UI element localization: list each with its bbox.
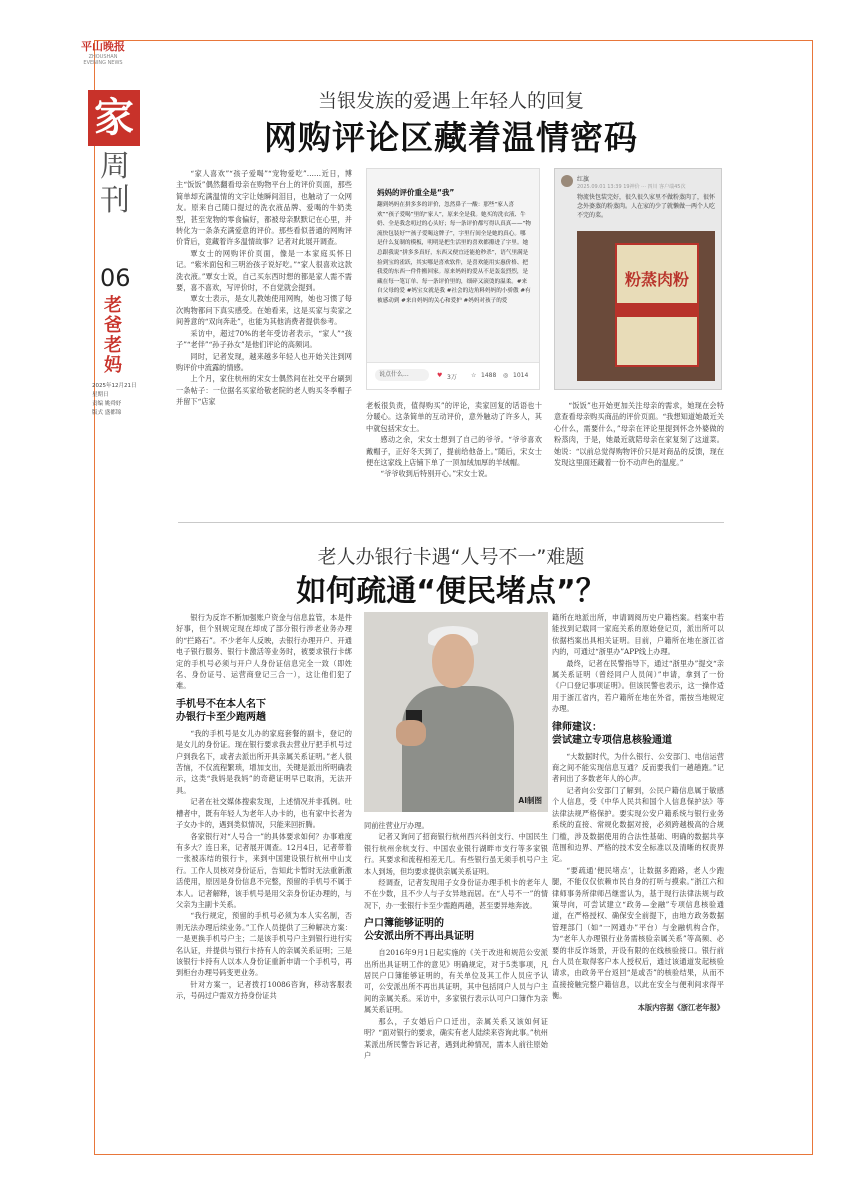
paragraph: “家人喜欢”“孩子爱喝”“宠物爱吃”……近日，博主“饭饭”偶然翻看母亲在购物平台上的评价页面，那些简单却充满温情的文字让她瞬间泪目，也触动了一众网友。原来自己随口提过的洗衣液品牌、爱喝的牛奶类型，甚至宠物的零食偏好，都被母亲默默记在心里，并转化为一条条充满爱意的评价。那些看似普通的网购评价背后，竟藏着许多温情故事？记者对此展开调查。 [176, 169, 352, 247]
issue-meta: 2025年12月21日 星期日 责编 姚舜妤 版式 盛都锦 [92, 383, 137, 416]
article1-column-1 [176, 168, 352, 514]
product-review-screenshot [554, 168, 722, 390]
section-mark-jia: 家 [88, 90, 140, 146]
subheading: 律师建议： 尝试建立专项信息核验通道 [552, 721, 672, 746]
subheading: 户口簿能够证明的 公安派出所不再出具证明 [364, 918, 474, 943]
paragraph: “我的手机号是女儿办的家庭套餐的副卡，登记的是女儿的身份证。现在银行要求我去营业厅把手机号过户到我名下，或者去派出所开具亲属关系证明。”老人很苦恼，不仅流程繁琐，增加支出，关键是派出所明确表示，这类“我妈是我妈”的奇葩证明早已取消，无法开具。 [176, 728, 352, 795]
avatar [561, 175, 573, 187]
paragraph: 记者又询问了招商银行杭州西兴科创支行、中国民生银行杭州余杭支行、中国农业银行湖畔市支行等多家银行。其要求和流程相差无几。有些银行虽无须手机号户主本人到场，但均要求提供亲属关系证明。 [364, 832, 548, 876]
paragraph: “大数据时代，为什么银行、公安部门、电信运营商之间不能实现信息互通？反而要我们一趟趟跑。”记者问出了多数老年人的心声。 [552, 751, 724, 784]
section-name: 老爸老妈 [104, 295, 122, 376]
paragraph: 老板很负责，值得购买”的评论，卖家回复的话语也十分暖心。这条简单的互动评价，意外触动了许多人，其中就包括宋女士。 [366, 401, 542, 433]
post-body: 翻到妈妈在拼多多的评价，忽然鼻子一酸：那些“家人喜欢”“孩子爱喝”里的“家人”，原来全是我。她买的洗衣液、牛奶、全是我念叨过的心头好；每一条评价都写得认真真——“物流快包装好”“孩子爱喝这牌子”，字里行间全是她的真心。哪是什么复制的模板，明明是把生活里的喜欢都攥进了字里。她总跟我说“拼多多真好，东西又便宜还能抢秒杀”，语气里满是捡到宝的雀跃，其实哪是喜欢软件，是喜欢能用实惠价格、把我爱的东西一件件搬回家。原来妈妈的爱从不是轰轰烈烈，是藏在每一笔订单、每一条评价里的，细碎又滚烫的温柔。#来自父母的爱 #妈宝女就是我 #社会的边角料妈妈的小骄傲 #有被感动到 #来自妈妈的关心和爱护 #妈妈对孩子的爱 [377, 202, 531, 304]
paragraph: 同时，记者发现，越来越多年轻人也开始关注到网购评价中流露的情感。 [176, 351, 352, 372]
section-divider [178, 522, 724, 523]
article1-subtitle: 当银发族的爱遇上年轻人的回复 [317, 90, 584, 112]
paragraph: 银行为反诈不断加强账户资金与信息监管，本是件好事，但个别规定现在却成了部分银行涉老业务办理的“拦路石”。不少老年人反映，去银行办理开户、开通电子银行服务、银行卡激活等业务时，被要求银行卡绑定的手机号必须与开户人身份证信息完全一致（即姓名、身份证号、运营商登记三合一），这让他们犯了难。 [176, 613, 352, 691]
figure-hand [396, 720, 426, 746]
paragraph: 最终，记者在民警指导下，通过“浙里办”提交“亲属关系证明（曾经同户人员间）”申请，拿到了一份《户口登记事项证明》。但该民警也表示，这一操作适用于浙江省内，若户籍所在地在外省，需按当地规定办理。 [552, 658, 724, 714]
ai-image-tag: AI制图 [518, 796, 542, 805]
paragraph: 上个月，家住杭州的宋女士偶然间在社交平台刷到一条帖子：一位据名买家给敬老院的老人购买冬季帽子并留下“店家 [176, 374, 352, 407]
newspaper-logo: 平山晚报 ZHOUSHAN EVENING NEWS [81, 40, 125, 66]
paragraph: 经调查，记者发现用子女身份证办理手机卡的老年人不在少数，且不少人与子女异地而居。在“人号不一”的情况下，办一张银行卡至少需跑两趟，甚至要异地奔波。 [364, 878, 548, 910]
paragraph: 覃女士的网购评价页面，像是一本家庭买怀日记。“紫米面包和三明治孩子说好吃。”“家人很喜欢这款洗衣液。”覃女士说，自己买东西时想的都是家人需不需要，喜不喜欢，写评价时，不自觉就会提到。 [176, 248, 352, 293]
article2-column-1 [176, 612, 352, 1137]
product-photo [577, 231, 715, 381]
social-post-screenshot [366, 168, 540, 390]
post-title: 妈妈的评价重全是“我” [377, 188, 455, 197]
package-stripe [617, 303, 697, 317]
comment-count: 1014 [513, 372, 529, 379]
comment-icon: ◎ [503, 372, 509, 379]
source-credit: 本版内容据《浙江老年报》 [637, 1002, 724, 1012]
paragraph: 记者向公安部门了解到，公民户籍信息属于敏感个人信息，受《中华人民共和国个人信息保护法》等法律法规严格保护。要实现公安户籍系统与银行业务系统的直接、常规化数据对接，必须跨越极高的合规门槛，涉及数据使用的合法性基础、明确的数据共享范围和边界、严格的技术安全标准以及清晰的权责界定。 [552, 785, 724, 864]
paragraph: 采访中，超过70%的老年受访者表示，“家人”“孩子”“老伴”“孙子孙女”是他们评论的高频词。 [176, 328, 352, 350]
like-count: 3万 [447, 374, 457, 381]
article2-column-3 [552, 612, 724, 1140]
article2-column-2 [364, 820, 548, 1138]
paragraph: 那么，子女婚后户口迁出，亲属关系又该如何证明？“面对银行的要求，确实有老人陆续来咨询此事。”杭州某派出所民警告诉记者，遇到此种情况，需本人前往原始户 [364, 1016, 548, 1060]
reviewer-name: 红旗 [577, 176, 590, 183]
elderly-man-with-phone-image [364, 612, 548, 812]
paragraph: 各家银行对“人号合一”的具体要求如何？办事难度有多大？连日来，记者展开调查。12月4日，记者带着一张被冻结的银行卡，来到中国建设银行杭州中山支行。工作人员核对身份证后，告知此卡暂时无法重新激活使用，原因是身份信息不完整，预留的手机号不属于本人。记者解释，该手机号是用父亲身份证办理的，与父亲为主副卡关系。 [176, 831, 352, 909]
figure-body [402, 686, 514, 812]
star-icon: ☆ [471, 372, 477, 379]
subheading: 手机号不在本人名下 办银行卡至少跑两趟 [176, 698, 266, 723]
star-count: 1488 [481, 372, 497, 379]
article2-title: 如何疏通“便民堵点”？ [296, 574, 606, 609]
paragraph: 记者在社交媒体搜索发现，上述情况并非孤例。吐槽者中，既有年轻人为老年人办卡的，也有家中长者为子女办卡的，遇到类似情况，只能来回折腾。 [176, 797, 352, 830]
page-number: 06 [100, 264, 131, 292]
paragraph: 籍所在地派出所，申请调阅历史户籍档案。档案中若能找到记载同一家庭关系的原始登记页，派出所可以依据档案出具相关证明。目前，户籍所在地在浙江省内的，可通过“浙里办”APP线上办理。 [552, 613, 724, 657]
article1-column-3 [554, 400, 724, 468]
paragraph: “饭饭”也开始更加关注母亲的需求，她现在会特意查看母亲购买商品的评价页面。“我想知道她最近关心什么，需要什么，”母亲在评论里提到怀念外婆做的粉蒸肉，于是，她最近就陪母亲在家复刻了这道菜。她说：“以前总觉得购物评价只是对商品的反馈，现在发现这里面还藏着一份不动声色的温度。” [554, 401, 724, 468]
article1-title: 网购评论区藏着温情密码 [264, 118, 638, 157]
comment-input-hint: 说点什么... [375, 369, 429, 381]
paragraph: 自2016年9月1日起实施的《关于改进和规范公安派出所出具证明工作的意见》明确规定，对于5类事项，凡居民户口簿能够证明的，有关单位及其工作人员应予认可，公安派出所不再出具证明，其中包括同户人员与户主间的亲属关系。采访中，多家银行表示认可户口簿作为亲属关系证明。 [364, 948, 548, 1015]
product-package [615, 243, 699, 367]
section-mark-zhoukan: 周刊 [100, 149, 130, 218]
paragraph: “我行规定，预留的手机号必须为本人实名制，否则无法办理后续业务。”工作人员提供了三种解决方案：一是更换手机号户主；二是该手机号户主到银行进行实名认证，并提供与银行卡持有人的亲属关系证明；三是该银行卡持有人以本人身份证重新申请一个手机号，再到柜台办理号码变更业务。 [176, 911, 352, 978]
paragraph: 同前往营业厅办理。 [364, 821, 429, 830]
paragraph: “爷爷收到后特别开心。”宋女士说。 [380, 469, 492, 479]
heart-icon: ♥ [437, 372, 443, 379]
article2-subtitle: 老人办银行卡遇“人号不一”难题 [317, 546, 585, 568]
paragraph: 感动之余，宋女士想到了自己的爷爷。“爷爷喜欢戴帽子，正好冬天到了，提前给他备上。”随后，宋女士便在这家线上店铺下单了一顶加绒加厚的羊绒帽。 [366, 435, 542, 468]
figure-head [432, 634, 474, 688]
paragraph: 针对方案一，记者拨打10086咨询，移动客服表示，号码过户需双方持身份证共 [176, 979, 352, 1001]
article1-column-2 [366, 400, 542, 480]
post-action-bar [367, 362, 539, 389]
package-label: 粉蒸肉粉 [624, 270, 689, 289]
paragraph: 覃女士表示，是女儿教她使用网购，她也习惯了每次购物都问下真实感受。在她看来，这是买家与卖家之间善意的“双向奔赴”，也能为其他消费者提供参考。 [176, 294, 352, 327]
review-comment: 物流快包装完好，很久很久家里不做粉蒸肉了，很怀念外婆蒸的粉蒸肉。人在家的少了就懒做一两个人吃不完的菜。 [577, 194, 716, 219]
paragraph: “要疏通‘便民堵点’，让数据多跑路，老人少跑腿，不能仅仅依赖市民自身的打听与摸索。”浙江六和律师事务所律师吕继雷认为，基于现行法律法规与政策导向，可尝试建立“政务—金融”专项信息核验通道，在严格授权、确保安全前提下，由地方政务数据管理部门（如“一网通办”平台）与金融机构合作，为“老年人办理银行业务需核验亲属关系”等高频、必要的非反诈场景，开设有限的在线核验接口。银行前台人员在取得客户本人授权后，通过该通道发起核验请求，由政务平台返回“是或否”的核验结果，从而不直接接触完整户籍信息，以此在安全与便利间求得平衡。 [552, 865, 724, 1001]
review-time: 2025.09.01 13:39 19神价 ··· 四川 客户端45次 [577, 184, 686, 190]
